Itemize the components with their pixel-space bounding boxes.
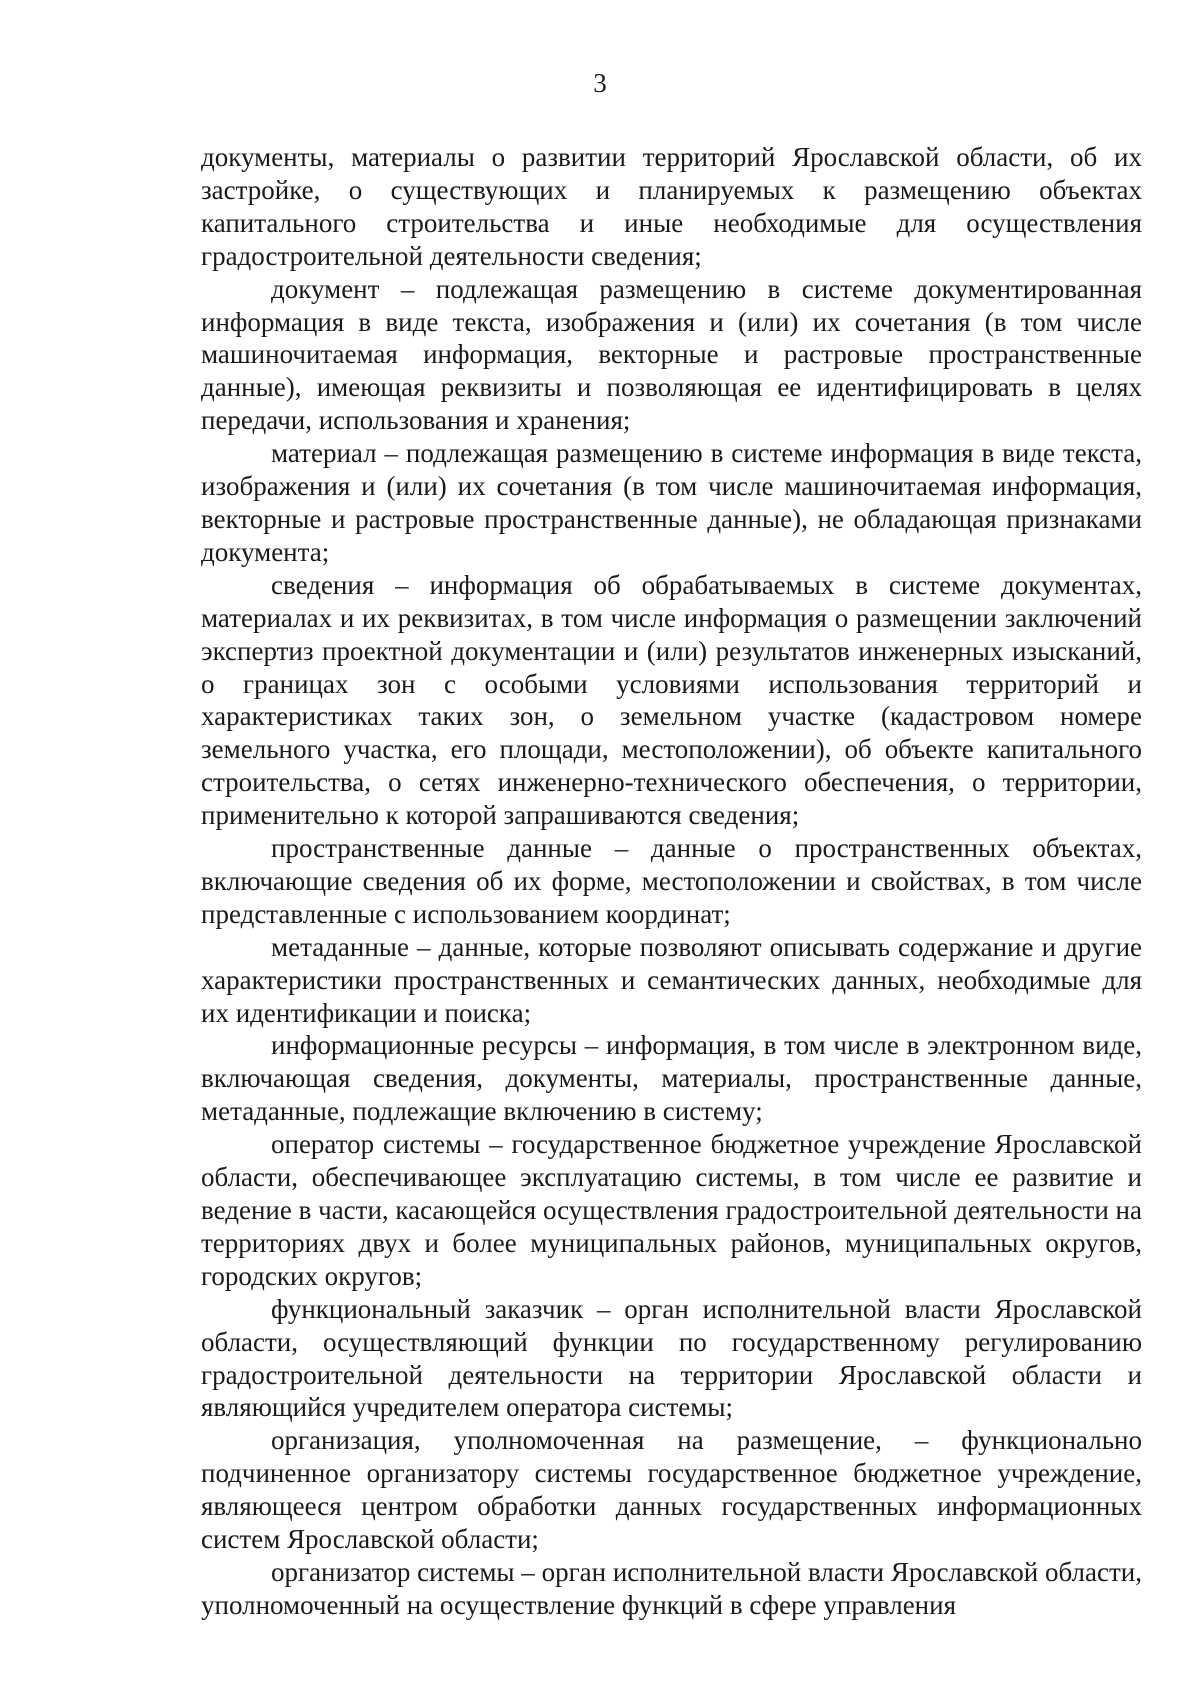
paragraph: организация, уполномоченная на размещение, – функционально подчиненное организатору системы государственное бюджетное учреждение, являющееся центром обработки данных государственных информационных систем Ярославской области;	[201, 1425, 1142, 1555]
paragraph: пространственные данные – данные о пространственных объектах, включающие сведения об их форме, местоположении и свойствах, в том числе представленные с использованием координат;	[201, 833, 1142, 929]
page-number: 3	[593, 68, 607, 98]
paragraph: оператор системы – государственное бюджетное учреждение Ярославской области, обеспечивающее эксплуатацию системы, в том числе ее развитие и ведение в части, касающейся осуществления градостроительной деятельности на территориях двух и более муниципальных районов, муниципальных округов, городских округов;	[201, 1129, 1142, 1291]
paragraph: функциональный заказчик – орган исполнительной власти Ярославской области, осуществляющий функции по государственному регулированию градостроительной деятельности на территории Ярославской области и являющийся учредителем оператора системы;	[201, 1293, 1142, 1423]
paragraph: метаданные – данные, которые позволяют описывать содержание и другие характеристики пространственных и семантических данных, необходимые для их идентификации и поиска;	[201, 931, 1142, 1028]
paragraph: информационные ресурсы – информация, в том числе в электронном виде, включающая сведения, документы, материалы, пространственные данные, метаданные, подлежащие включению в систему;	[201, 1030, 1142, 1127]
paragraph: документ – подлежащая размещению в системе документированная информация в виде текста, изображения и (или) их сочетания (в том числе машиночитаемая информация, векторные и растровые пространственные данные), имеющая реквизиты и позволяющая ее идентифицировать в целях передачи, использования и хранения;	[201, 273, 1142, 436]
paragraph: сведения – информация об обрабатываемых в системе документах, материалах и их реквизитах, в том числе информация о размещении заключений экспертиз проектной документации и (или) результатов инженерных изысканий, о границах зон с особыми условиями использования территорий и характеристиках таких зон, о земельном участке (кадастровом номере земельного участка, его площади, местоположении), об объекте капитального строительства, о сетях инженерно-технического обеспечения, о территории, применительно к которой запрашиваются сведения;	[201, 569, 1142, 831]
paragraph: организатор системы – орган исполнительной власти Ярославской области, уполномоченный на осуществление функций в сфере управления	[201, 1556, 1142, 1620]
document-body	[201, 141, 1142, 1622]
paragraph: материал – подлежащая размещению в системе информация в виде текста, изображения и (или) их сочетания (в том числе машиночитаемая информация, векторные и растровые пространственные данные), не обладающая признаками документа;	[201, 438, 1142, 567]
paragraph: документы, материалы о развитии территорий Ярославской области, об их застройке, о существующих и планируемых к размещению объектах капитального строительства и иные необходимые для осуществления градостроительной деятельности сведения;	[201, 142, 1142, 271]
